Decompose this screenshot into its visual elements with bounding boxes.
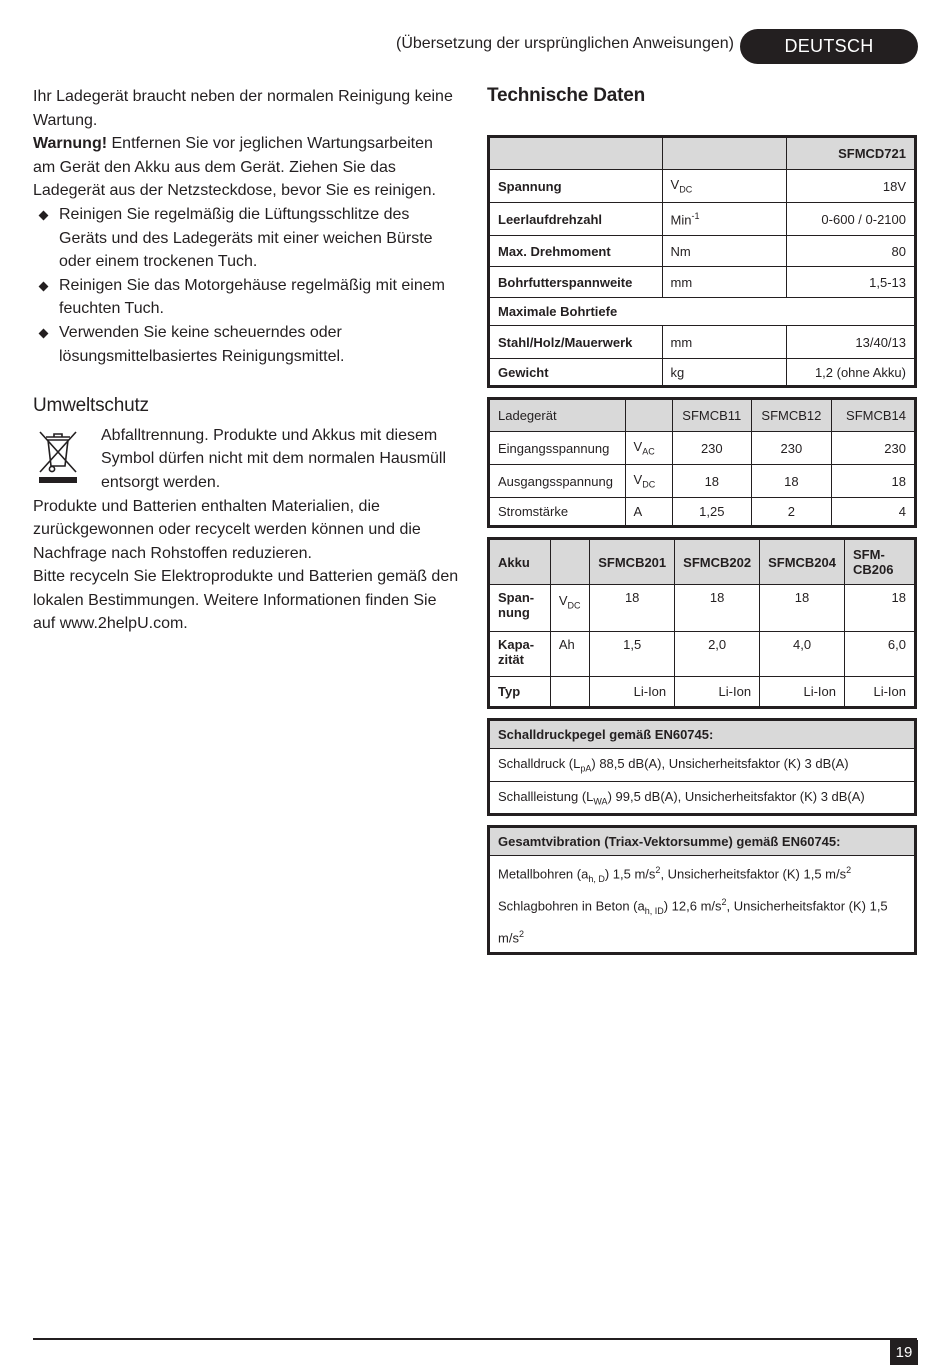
table-row bbox=[489, 856, 916, 954]
left-column bbox=[33, 85, 459, 636]
technical-data-heading: Technische Daten bbox=[487, 85, 645, 106]
table-row: Stromstärke A 1,25 2 4 bbox=[489, 498, 916, 527]
table-row: Gewicht kg 1,2 (ohne Akku) bbox=[489, 359, 916, 387]
header-subtitle: (Übersetzung der ursprünglichen Anweisungen) bbox=[396, 35, 734, 52]
table-row: Bohrfutterspannweite mm 1,5-13 bbox=[489, 267, 916, 298]
maintenance-intro: Ihr Ladegerät braucht neben der normalen Reinigung keine Wartung. bbox=[33, 88, 453, 129]
crossed-out-wheelie-bin-icon bbox=[35, 428, 81, 484]
warning-paragraph bbox=[33, 132, 459, 203]
vibration-table bbox=[487, 825, 917, 955]
waste-separation-block bbox=[33, 424, 459, 495]
diamond-bullet-icon bbox=[39, 211, 49, 221]
max-depth-label: Maximale Bohrtiefe bbox=[489, 298, 916, 326]
recycling-paragraph-1: Produkte und Batterien enthalten Materialien, die zurückgewonnen oder recycelt werden können und die Nachfrage nach Rohstoffen reduzieren. bbox=[33, 497, 421, 562]
table-row: Typ Li-Ion Li-Ion Li-Ion Li-Ion bbox=[489, 677, 916, 708]
table-row: Eingangsspannung $V_{AC}$ 230 230 230 bbox=[489, 432, 916, 465]
warning-text: Entfernen Sie vor jeglichen Wartungsarbeiten am Gerät den Akku aus dem Gerät. Ziehen Sie das Ladegerät aus der Netzsteckdose, bevor Sie es reinigen. bbox=[33, 135, 436, 200]
table-row: Schalldruckpegel gemäß EN60745: bbox=[489, 720, 916, 749]
table-row: Stahl/Holz/Mauerwerk mm 13/40/13 bbox=[489, 326, 916, 359]
waste-separation-text: Abfalltrennung. Produkte und Akkus mit diesem Symbol dürfen nicht mit dem normalen Hausmüll entsorgt werden. bbox=[101, 426, 447, 491]
table-row: Ladegerät SFMCB11 SFMCB12 SFMCB14 bbox=[489, 399, 916, 432]
table-row: Schallleistung $(L_{WA})$ 99,5 dB(A), Unsicherheitsfaktor (K) 3 dB(A) bbox=[489, 782, 916, 815]
tool-model: SFMCD721 bbox=[786, 137, 915, 170]
warning-label: Warnung! bbox=[33, 135, 108, 153]
table-row: Leerlaufdrehzahl Min$^{-1}$ 0-600 / 0-2100 bbox=[489, 203, 916, 236]
battery-spec-table bbox=[487, 537, 917, 709]
list-item: Reinigen Sie das Motorgehäuse regelmäßig mit einem feuchten Tuch. bbox=[33, 274, 459, 321]
sound-pressure-table bbox=[487, 718, 917, 816]
table-row: Schalldruck $(L_{pA})$ 88,5 dB(A), Unsicherheitsfaktor (K) 3 dB(A) bbox=[489, 749, 916, 782]
cleaning-list bbox=[33, 203, 459, 368]
list-item: Verwenden Sie keine scheuerndes oder lösungsmittelbasiertes Reinigungsmittel. bbox=[33, 321, 459, 368]
environment-heading: Umweltschutz bbox=[33, 395, 149, 417]
language-badge: DEUTSCH bbox=[740, 29, 918, 64]
table-row: Spannung $V_{DC}$ 18V bbox=[489, 170, 916, 203]
diamond-bullet-icon bbox=[39, 281, 49, 291]
table-row: Akku SFMCB201 SFMCB202 SFMCB204 SFM- CB206 bbox=[489, 539, 916, 585]
footer-rule bbox=[33, 1338, 917, 1340]
list-item: Reinigen Sie regelmäßig die Lüftungsschlitze des Geräts und des Ladegeräts mit einer weichen Bürste oder einem trockenen Tuch. bbox=[33, 203, 459, 274]
table-row: Kapa- zität Ah 1,5 2,0 4,0 6,0 bbox=[489, 632, 916, 677]
table-row bbox=[489, 298, 916, 326]
table-row: Span- nung $V_{DC}$ 18 18 18 18 bbox=[489, 585, 916, 632]
recycling-paragraph-2: Bitte recyceln Sie Elektroprodukte und Batterien gemäß den lokalen Bestimmungen. Weitere Informationen finden Sie auf www.2helpU.com. bbox=[33, 568, 459, 633]
diamond-bullet-icon bbox=[39, 328, 49, 338]
table-row: Gesamtvibration (Triax-Vektorsumme) gemäß EN60745: bbox=[489, 827, 916, 856]
tool-spec-table bbox=[487, 135, 917, 388]
table-row: Max. Drehmoment Nm 80 bbox=[489, 236, 916, 267]
page-number: 19 bbox=[890, 1340, 918, 1365]
charger-spec-table bbox=[487, 397, 917, 528]
table-row: Ausgangsspannung $V_{DC}$ 18 18 18 bbox=[489, 465, 916, 498]
table-row bbox=[489, 137, 916, 170]
vibration-concrete: Schlagbohren in Beton $(a_{h, ID})$ 12,6 $m/s^2$, Unsicherheitsfaktor (K) 1,5 $m/s^2$ bbox=[498, 896, 888, 946]
right-column bbox=[487, 85, 917, 955]
vibration-metal: Metallbohren $(a_{h, D})$ 1,5 $m/s^2$, Unsicherheitsfaktor (K) 1,5 $m/s^2$ bbox=[498, 865, 852, 884]
